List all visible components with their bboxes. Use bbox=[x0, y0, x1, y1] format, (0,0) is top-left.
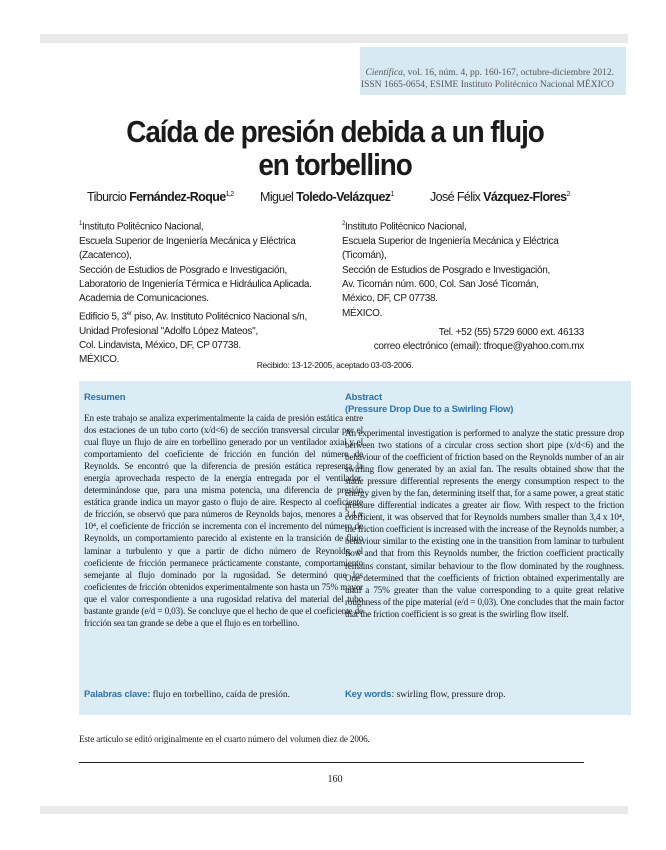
author-1-sup: 1,2 bbox=[225, 190, 234, 198]
abstract-keywords bbox=[345, 689, 624, 700]
footnote: Este artículo se editó originalmente en el cuarto número del volumen diez de 2006. bbox=[79, 734, 370, 744]
keywords-label: Palabras clave: bbox=[84, 689, 151, 700]
affil-1-line: (Zacatenco), bbox=[79, 250, 132, 262]
author-3-sup: 2 bbox=[566, 190, 570, 198]
keywords-text: swirling flow, pressure drop. bbox=[394, 690, 506, 700]
received-date: Recibido: 13-12-2005, aceptado 03-03-2006. bbox=[256, 360, 414, 370]
affil-2-line: Escuela Superior de Ingeniería Mecánica y Eléctrica bbox=[342, 235, 559, 247]
title-line-2: en torbellino bbox=[258, 147, 412, 182]
resumen-title: Resumen bbox=[84, 392, 126, 403]
abstract-title: Abstract bbox=[345, 392, 382, 403]
paper-title bbox=[70, 115, 601, 181]
affil-2-sup: 2 bbox=[342, 221, 346, 227]
citation-text: , vol. 16, núm. 4, pp. 160-167, octubre-diciembre 2012. bbox=[402, 68, 614, 78]
abstract-text: An experimental investigation is performed to analyze the static pressure drop between two stations of a circular cross section short pipe (x/d<6) and the behaviour of the coefficient of friction based on the Reynolds number of an air swirling flow generated by an axial fan. The results obtained show that the static pressure differential represents the energy consumption respect to the energy given by the fan, determining itself that, for a same power, a great static pressure differential indicates a greater air flow. With respect to the friction coefficient, it was observed that for Reynolds numbers smaller than 3,4 x 10⁴, the friction coefficient is increased with the increase of the Reynolds number, a behaviour similar to the existing one in the transition from laminar to turbulent flow and that from this Reynolds number, the friction coefficient practically remains constant, similar behaviour to the flow dominated by the roughness. One determined that the coefficients of friction obtained experimentally are until a 75% greater than the value corresponding to a quite great relative roughness of the pipe material (e/d = 0,03). One concludes that the main factor that the friction coefficient is so great is the swirling flow itself. bbox=[345, 428, 624, 619]
resumen-keywords bbox=[84, 689, 363, 700]
journal-name: Científica bbox=[365, 68, 403, 78]
affil-1-line: Escuela Superior de Ingeniería Mecánica y Eléctrica bbox=[79, 235, 296, 247]
author-2-given: Miguel bbox=[260, 190, 297, 204]
citation-line bbox=[360, 67, 614, 79]
title-line-1: Caída de presión debida a un flujo bbox=[126, 114, 544, 149]
author-3 bbox=[430, 190, 570, 204]
edificio-post: piso, Av. Instituto Politécnico Nacional s/n, bbox=[131, 311, 307, 323]
affil-2-line: Av. Ticomán núm. 600, Col. San José Ticomán, bbox=[342, 278, 539, 290]
abstract-subtitle: (Pressure Drop Due to a Swirling Flow) bbox=[345, 404, 514, 415]
affil-1-line-text: Instituto Politécnico Nacional, bbox=[82, 221, 204, 233]
contact-info bbox=[356, 326, 584, 354]
keywords-label: Key words: bbox=[345, 689, 395, 700]
author-3-surname: Vázquez-Flores bbox=[483, 190, 567, 204]
edificio-pre: Edificio 5, 3 bbox=[79, 311, 127, 323]
issn-line bbox=[360, 79, 614, 91]
author-1-surname: Fernández-Roque bbox=[129, 190, 226, 204]
email-text[interactable]: correo electrónico (email): tfroque@yahoo.com.mx bbox=[373, 341, 584, 352]
affil-2-line: México, DF, CP 07738. bbox=[342, 293, 438, 305]
affil-1-line: Laboratorio de Ingeniería Térmica e Hidráulica Aplicada. bbox=[79, 278, 312, 290]
journal-header bbox=[360, 47, 626, 95]
affil-1-line: MÉXICO. bbox=[79, 354, 120, 366]
affil-2-line: Sección de Estudios de Posgrado e Investigación, bbox=[342, 264, 550, 276]
affil-1-sup: 1 bbox=[79, 221, 83, 227]
author-3-given: José Félix bbox=[430, 190, 484, 204]
affiliation-2 bbox=[342, 217, 604, 321]
author-2-surname: Toledo-Velázquez bbox=[296, 190, 391, 204]
esime-text: ESIME bbox=[429, 80, 459, 90]
author-2-sup: 1 bbox=[390, 190, 394, 198]
resumen-text: En este trabajo se analiza experimentalmente la caída de presión estática entre dos estaciones de un tubo corto (x/d<6) de sección transversal circular por el cual fluye un flujo de aire en torbellino generado por un ventilador axial y el comportamiento del coeficiente de fricción en función del número de Reynolds. Se encontró que la diferencia de presión estática representa la energía aprovechada respecto de la energía entregada por el ventilador, determinándose que, para una misma potencia, una diferencia de presión estática grande indica un mayor gasto o flujo de aire. Respecto al coeficiente de fricción, se observó que para números de Reynolds bajos, menores a 3,4 x 10⁴, el coeficiente de fricción se incrementa con el incremento del número de Reynolds, un comportamiento parecido al existente en la transición de flujo laminar a turbulento y que a partir de dicho número de Reynolds, el coeficiente de fricción permanece prácticamente constante, comportamiento semejante al flujo dominado por la rugosidad. Se determinó que los coeficientes de fricción obtenidos experimentalmente son hasta un 75% mayor que el valor correspondiente a una rugosidad relativa del material del tubo bastante grande (e/d = 0,03). Se concluye que el hecho de que el coeficiente de fricción sea tan grande se debe a que el flujo es en torbellino. bbox=[84, 413, 363, 628]
country-text: MÉXICO bbox=[576, 80, 614, 90]
divider bbox=[79, 762, 584, 763]
top-band bbox=[40, 34, 628, 43]
affil-2-line bbox=[342, 217, 604, 235]
affil-1-line: Academia de Comunicaciones. bbox=[79, 293, 209, 305]
affil-2-line: MÉXICO. bbox=[342, 307, 383, 319]
keywords-text: flujo en torbellino, caída de presión. bbox=[150, 690, 291, 700]
page-number: 160 bbox=[327, 774, 343, 785]
affil-1-line: Unidad Profesional "Adolfo López Mateos", bbox=[79, 325, 258, 337]
author-1 bbox=[87, 190, 234, 204]
affil-2-line-text: Instituto Politécnico Nacional, bbox=[345, 221, 467, 233]
author-1-given: Tiburcio bbox=[87, 190, 130, 204]
affil-2-line: (Ticomán), bbox=[342, 250, 387, 262]
affil-1-edificio bbox=[79, 307, 341, 325]
institution-text: Instituto Politécnico Nacional bbox=[458, 80, 577, 90]
phone-text: Tel. +52 (55) 5729 6000 ext. 46133 bbox=[438, 327, 584, 338]
affil-1-line: Sección de Estudios de Posgrado e Investigación, bbox=[79, 264, 287, 276]
bottom-band bbox=[40, 806, 628, 814]
author-2 bbox=[260, 190, 394, 204]
affil-1-line: Col. Lindavista, México, DF, CP 07738. bbox=[79, 339, 241, 351]
affil-1-line bbox=[79, 217, 341, 235]
affiliation-1 bbox=[79, 217, 341, 368]
issn-text: ISSN 1665-0654, bbox=[360, 80, 430, 90]
edificio-sup: er bbox=[126, 310, 132, 317]
